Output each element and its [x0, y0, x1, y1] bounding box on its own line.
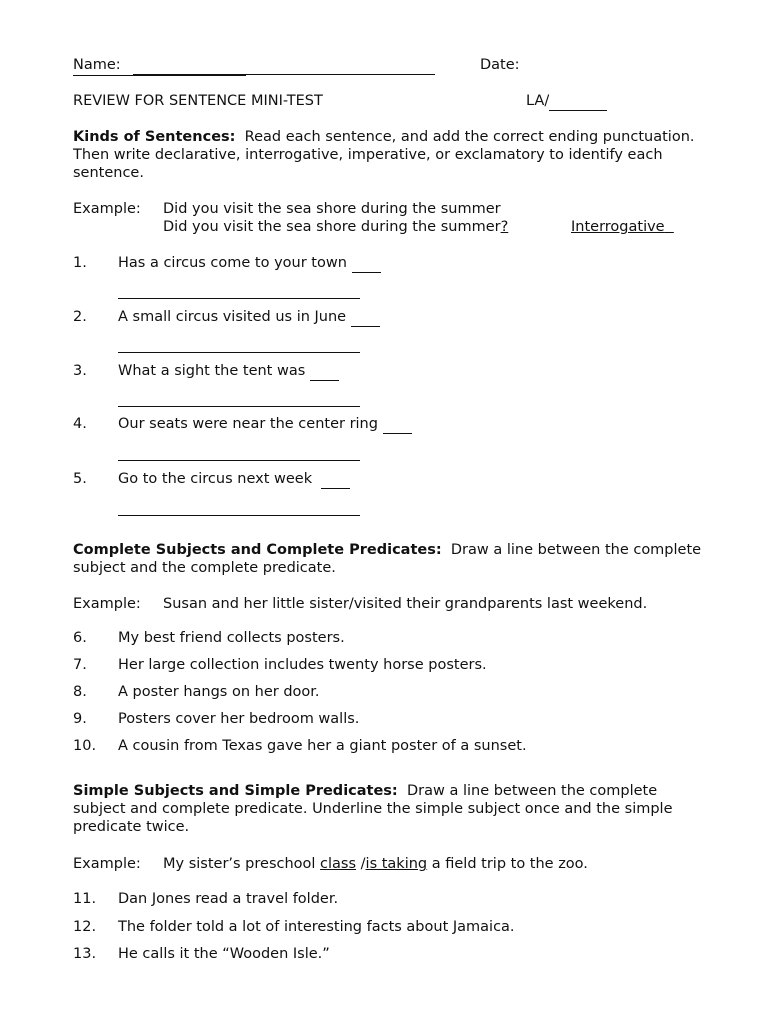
section1-example-label: Example: [73, 201, 141, 217]
punct-blank [351, 308, 380, 327]
section1-text: Read each sentence, and add the correct ending punctuation. Then write declarative, interrogative, imperative, or exclamatory to identify each sentence. [73, 129, 695, 181]
section1-heading: Kinds of Sentences: [73, 129, 236, 145]
item-number: 6. [73, 630, 87, 646]
section1-example-line1: Did you visit the sea shore during the summer [163, 201, 501, 217]
item-number: 8. [73, 684, 87, 700]
la-label: LA/ [526, 93, 550, 109]
section2-example: Susan and her little sister/visited their grandparents last weekend. [163, 596, 648, 612]
example-post: a field trip to the zoo. [431, 856, 588, 872]
item-text: My best friend collects posters. [118, 630, 345, 646]
date-label: Date: [480, 57, 520, 73]
item-text: What a sight the tent was [118, 362, 339, 381]
section2-text: Draw a line between the complete subject and the complete predicate. [73, 542, 702, 576]
item-number: 4. [73, 416, 87, 432]
name-blank [133, 56, 435, 75]
section2-example-label: Example: [73, 596, 141, 612]
answer-line [118, 406, 360, 407]
item-text: Posters cover her bedroom walls. [118, 711, 360, 727]
item-number: 1. [73, 255, 87, 271]
section3-text: Draw a line between the complete subject and complete predicate. Underline the simple subject once and the simple predicate twice. [73, 783, 673, 835]
section1-example-answer [571, 218, 674, 236]
la-row [526, 92, 607, 111]
answer-line [118, 515, 360, 516]
item-text: The folder told a lot of interesting facts about Jamaica. [118, 919, 515, 935]
name-row [73, 56, 435, 75]
item-text: He calls it the “Wooden Isle.” [118, 946, 330, 962]
item-number: 12. [73, 919, 97, 935]
item-number: 9. [73, 711, 87, 727]
answer-line [118, 298, 360, 299]
example-simple-predicate: is taking [365, 856, 428, 872]
item-text: Go to the circus next week [118, 470, 350, 489]
example-slash: / [360, 856, 366, 872]
punct-blank [310, 362, 339, 381]
item-number: 11. [73, 891, 97, 907]
section1-instructions [73, 128, 703, 182]
section3-example [163, 855, 588, 873]
item-text: Our seats were near the center ring [118, 415, 412, 434]
item-text: Has a circus come to your town [118, 254, 381, 273]
la-blank [549, 92, 607, 111]
punct-blank [321, 470, 350, 489]
punct-blank [352, 254, 381, 273]
name-label: Name: [73, 57, 121, 73]
answer-line [118, 352, 360, 353]
example-simple-subject: class [320, 856, 357, 872]
item-text: Dan Jones read a travel folder. [118, 891, 339, 907]
section3-heading: Simple Subjects and Simple Predicates: [73, 783, 398, 799]
section1-example-punct: ? [500, 219, 509, 235]
worksheet-title: REVIEW FOR SENTENCE MINI-TEST [73, 93, 323, 109]
section1-example-sentence: Did you visit the sea shore during the summer [163, 219, 501, 235]
item-text: A poster hangs on her door. [118, 684, 320, 700]
section2-heading: Complete Subjects and Complete Predicates: [73, 542, 442, 558]
example-answer-text: Interrogative [571, 219, 665, 235]
item-text: A cousin from Texas gave her a giant poster of a sunset. [118, 738, 527, 754]
section3-example-label: Example: [73, 856, 141, 872]
item-number: 10. [73, 738, 97, 754]
item-number: 3. [73, 363, 87, 379]
example-pre: My sister’s preschool [163, 856, 316, 872]
punct-blank [383, 415, 412, 434]
section1-example-line2 [163, 218, 508, 236]
section3-instructions [73, 782, 703, 836]
answer-line [118, 460, 360, 461]
item-number: 5. [73, 471, 87, 487]
item-number: 2. [73, 309, 87, 325]
date-blank [73, 75, 246, 76]
item-text: Her large collection includes twenty horse posters. [118, 657, 487, 673]
section2-instructions [73, 541, 703, 577]
item-number: 13. [73, 946, 97, 962]
item-text: A small circus visited us in June [118, 308, 380, 327]
item-number: 7. [73, 657, 87, 673]
